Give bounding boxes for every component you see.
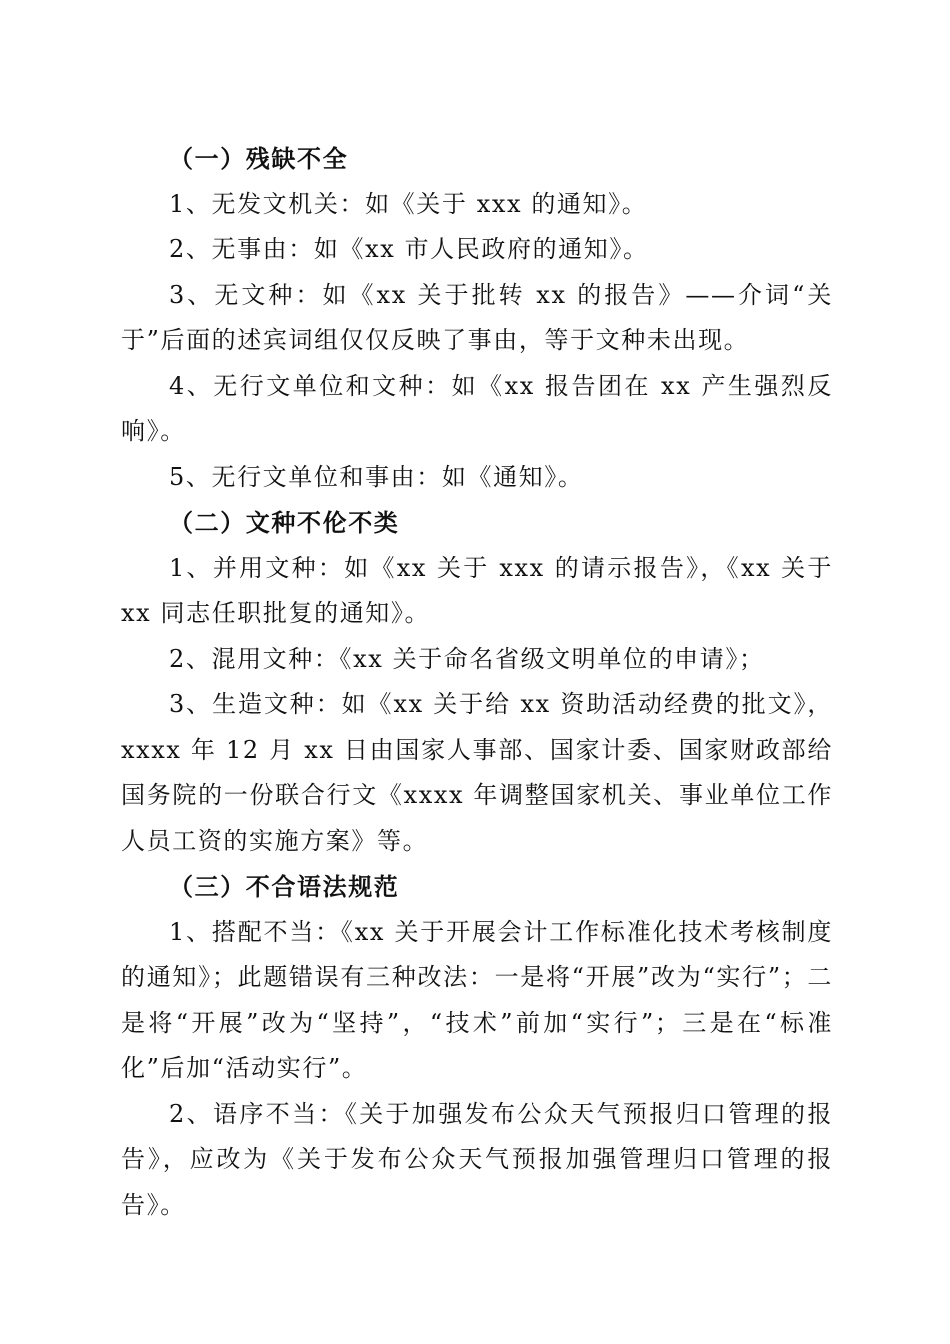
list-item: 5、无行文单位和事由：如《通知》。 — [169, 462, 584, 491]
document-body — [121, 136, 833, 1228]
list-item: 2、混用文种：《xx 关于命名省级文明单位的申请》； — [169, 644, 765, 673]
list-item: 2、无事由：如《xx 市人民政府的通知》。 — [169, 235, 649, 263]
section-heading: （二）文种不伦不类 — [169, 508, 400, 537]
section-heading: （一）残缺不全 — [169, 144, 349, 173]
list-item: 3、无文种：如《xx 关于批转 xx 的报告》——介词“关于”后面的述宾词组仅仅反映了事由，等于文种未出现。 — [121, 280, 833, 354]
list-item: 1、并用文种：如《xx 关于 xxx 的请示报告》，《xx 关于 xx 同志任职批复的通知》。 — [121, 553, 833, 627]
list-item: 1、搭配不当：《xx 关于开展会计工作标准化技术考核制度的通知》；此题错误有三种改法：一是将“开展”改为“实行”；二是将“开展”改为“坚持”，“技术”前加“实行”；三是在“标准化”后加“活动实行”。 — [121, 917, 833, 1082]
section-heading: （三）不合语法规范 — [169, 872, 400, 901]
list-item: 4、无行文单位和文种：如《xx 报告团在 xx 产生强烈反响》。 — [121, 371, 833, 445]
list-item: 2、语序不当：《关于加强发布公众天气预报归口管理的报告》，应改为《关于发布公众天气预报加强管理归口管理的报告》。 — [121, 1099, 833, 1219]
list-item: 3、生造文种：如《xx 关于给 xx 资助活动经费的批文》，xxxx 年 12 月 xx 日由国家人事部、国家计委、国家财政部给国务院的一份联合行文《xxxx 年调整国家机关、事业单位工作人员工资的实施方案》等。 — [121, 690, 833, 855]
list-item: 1、无发文机关：如《关于 xxx 的通知》。 — [169, 189, 648, 218]
